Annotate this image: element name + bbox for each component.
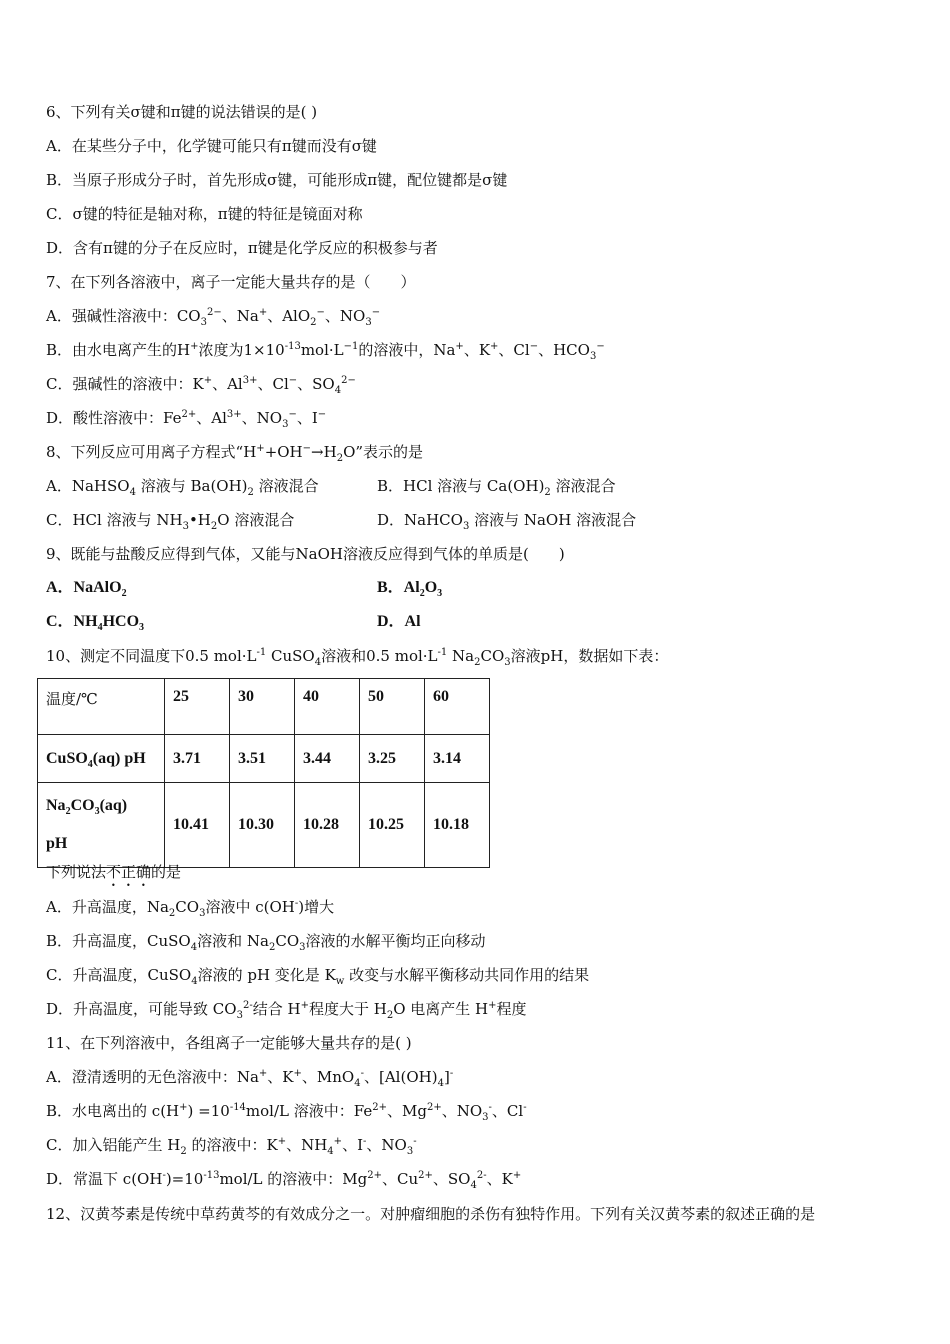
table-row-temperature: [38, 679, 490, 735]
table-row-na2co3: [38, 783, 490, 868]
q9-option-a: A．NaAlO$_2$: [46, 579, 127, 600]
cuso4-ph-cell: 3.14: [425, 735, 490, 783]
table-row-cuso4: [38, 735, 490, 783]
q10-stem: 10、测定不同温度下0.5 $mol\cdot L^{-1}$ CuSO$_4$溶液和0.5 $mol\cdot L^{-1}$ $Na_2CO_3$溶液pH，数据如下表：: [46, 647, 669, 668]
q10-option-d: D．升高温度，可能导致 $CO_3^{2-}$结合 H+程度大于 $H_2O$ 电离产生 H+程度: [46, 1000, 527, 1021]
temp-cell: 25: [165, 679, 230, 735]
q8-option-b: B．HCl 溶液与 $Ca(OH)_2$ 溶液混合: [377, 477, 616, 498]
q8-option-c: C．HCl 溶液与 $NH_3•H_2O$ 溶液混合: [46, 511, 295, 532]
temp-cell: 50: [360, 679, 425, 735]
q11-option-a: A．澄清透明的无色溶液中：Na+、K+、MnO$_4$-、$[Al(OH)_4]^-$: [46, 1068, 454, 1089]
na2co3-ph-cell: 10.30: [230, 783, 295, 868]
cuso4-ph-cell: 3.25: [360, 735, 425, 783]
emphasis-not-correct: 不正确: [106, 863, 152, 881]
q6-option-b: B．当原子形成分子时，首先形成σ键，可能形成π键，配位键都是σ键: [46, 171, 508, 189]
q7-stem: 7、在下列各溶液中，离子一定能大量共存的是（ ）: [46, 273, 416, 291]
temp-cell: 40: [295, 679, 360, 735]
q9-option-c: C．$NH_4HCO_3$: [46, 613, 145, 634]
cuso4-ph-cell: 3.51: [230, 735, 295, 783]
q8-option-d: D．NaHCO$_3$ 溶液与 NaOH 溶液混合: [377, 511, 637, 532]
q11-option-d: D．常温下 $c(OH^-)=10^{-13}mol/L$ 的溶液中：$Mg^{2+}$、$Cu^{2+}$、$SO_4^{2-}$、K+: [46, 1170, 522, 1191]
q11-option-c: C．加入铝能产生 $H_2$ 的溶液中：K+、$NH_4^+$、I-、$NO_3^-$: [46, 1136, 417, 1157]
na2co3-ph-cell: 10.18: [425, 783, 490, 868]
temp-cell: 30: [230, 679, 295, 735]
q10-question: 下列说法不正确的是: [46, 863, 182, 881]
q9-option-b: B．$Al_2O_3$: [377, 579, 443, 600]
q7-option-a: A．强碱性溶液中：$CO_3^{2-}$、Na+、AlO$_2$−、$NO_3^-$: [46, 307, 381, 328]
cuso4-ph-cell: 3.71: [165, 735, 230, 783]
q7-option-c: C．强碱性的溶液中：K+、$Al^{3+}$、Cl−、$SO_4^{2-}$: [46, 375, 356, 396]
q10-option-a: A．升高温度，$Na_2CO_3$溶液中 c(OH-)增大: [46, 898, 335, 919]
q8-stem: 8、下列反应可用离子方程式“$H^++OH^-\to H_2O$”表示的是: [46, 443, 424, 464]
q6-option-c: C．σ键的特征是轴对称，π键的特征是镜面对称: [46, 205, 363, 223]
temp-cell: 60: [425, 679, 490, 735]
q7-option-b: B．由水电离产生的H+浓度为$1\times 10^{-13}mol\cdot L^{-1}$的溶液中，Na+、K+、Cl−、$HCO_3^-$: [46, 341, 605, 362]
cuso4-ph-cell: 3.44: [295, 735, 360, 783]
q11-stem: 11、在下列溶液中，各组离子一定能够大量共存的是( ): [46, 1034, 412, 1052]
cuso4-header: CuSO$_4$(aq) pH: [38, 735, 165, 783]
q8-option-a: A．NaHSO$_4$ 溶液与 $Ba(OH)_2$ 溶液混合: [46, 477, 319, 498]
q9-stem: 9、既能与盐酸反应得到气体，又能与NaOH溶液反应得到气体的单质是( ): [46, 545, 565, 563]
temperature-header: 温度/℃: [38, 679, 165, 735]
q12-stem: 12、汉黄芩素是传统中草药黄芩的有效成分之一。对肿瘤细胞的杀伤有独特作用。下列有关汉黄芩素的叙述正确的是: [46, 1205, 816, 1223]
q10-option-c: C．升高温度，CuSO$_4$溶液的 pH 变化是 $K_w$ 改变与水解平衡移动共同作用的结果: [46, 966, 590, 987]
ph-data-table: [37, 678, 490, 868]
q6-stem: 6、下列有关σ键和π键的说法错误的是( ): [46, 103, 318, 121]
q7-option-d: D．酸性溶液中：$Fe^{2+}$、$Al^{3+}$、$NO_3^-$、I−: [46, 409, 327, 430]
q6-option-a: A．在某些分子中，化学键可能只有π键而没有σ键: [46, 137, 377, 155]
q9-option-d: D．Al: [377, 613, 421, 630]
na2co3-ph-cell: 10.25: [360, 783, 425, 868]
q10-option-b: B．升高温度，CuSO$_4$溶液和 $Na_2CO_3$溶液的水解平衡均正向移动: [46, 932, 486, 953]
na2co3-header: $Na_2CO_3(aq)$ pH: [38, 783, 165, 868]
na2co3-ph-cell: 10.28: [295, 783, 360, 868]
q6-option-d: D．含有π键的分子在反应时，π键是化学反应的积极参与者: [46, 239, 438, 257]
q11-option-b: B．水电离出的 $c(H^+) =10^{-14}mol/L$ 溶液中：$Fe^{2+}$、$Mg^{2+}$、$NO_3^-$、Cl-: [46, 1102, 527, 1123]
na2co3-ph-cell: 10.41: [165, 783, 230, 868]
